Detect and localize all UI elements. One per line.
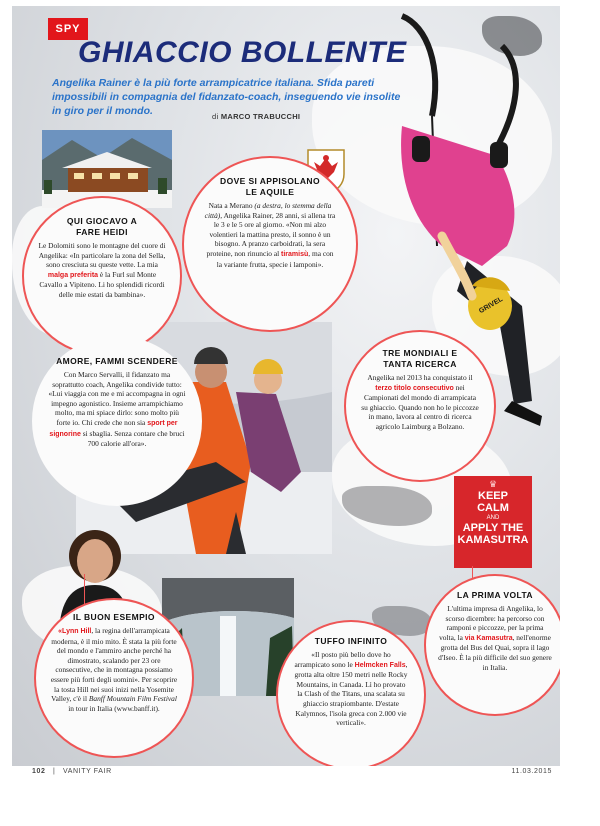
circle-body: L'ultima impresa di Angelika, lo scorso dicembre: ha percorso con ramponi e piccozze, per la prima volta, la via Kamasutra, nell'enorme grotta del Bus del Quai, sopra il lago d'Iseo. È la più difficile del suo genere in Italia. bbox=[438, 604, 552, 672]
circle-title: TUFFO INFINITO bbox=[314, 636, 388, 646]
byline-author: MARCO TRABUCCHI bbox=[220, 112, 301, 121]
info-circle-amore bbox=[32, 336, 202, 506]
info-circle-prima-volta bbox=[424, 574, 560, 716]
byline bbox=[212, 112, 300, 121]
circle-title: TRE MONDIALI E TANTA RICERCA bbox=[382, 348, 458, 369]
circle-body: «Il posto più bello dove ho arrampicato sono le Helmcken Falls, grotta alta oltre 150 metri nelle Rocky Mountains, in Canada. Lì ho provato la Clash of the Titans, una scalata su ghiaccio strapiombante. D'estate Kalymnos, l'isola greca con 2.000 vie verticali». bbox=[294, 650, 408, 728]
byline-prefix: di bbox=[212, 112, 219, 121]
helmet-brand: GRIVEL bbox=[477, 295, 505, 316]
circle-title: QUI GIOCAVO A FARE HEIDI bbox=[66, 216, 138, 237]
info-circle-mondiali bbox=[344, 330, 496, 482]
circle-title: LA PRIMA VOLTA bbox=[457, 590, 533, 600]
info-circle-buon-esempio bbox=[34, 598, 194, 758]
keep-calm-line2: CALM bbox=[477, 502, 509, 514]
headline: GHIACCIO BOLLENTE bbox=[78, 36, 407, 69]
circle-title: IL BUON ESEMPIO bbox=[73, 612, 155, 622]
circle-body: Le Dolomiti sono le montagne del cuore di Angelika: «In particolare la zona del Sella, sono cresciuta su queste vette. La mia malga preferita è la Furl sul Monte Cavallo a Vipiteno. Li ho splendidi ricordi delle mie estati da bambina». bbox=[38, 241, 166, 299]
footer-separator: | bbox=[53, 768, 56, 775]
info-circle-heidi bbox=[22, 196, 182, 356]
keep-calm-line4: APPLY THE bbox=[462, 522, 524, 534]
circle-body: Con Marco Servalli, il fidanzato ma soprattutto coach, Angelika condivide tutto: «Lui viaggia con me e mi accompagna in ogni impegno agonistico. Insieme arrampichiamo molto, ma mi spiace dirlo: sono molto più forte io. Chi crede che non sia sport per signorine si sbaglia. Senza contare che bruci 700 calorie all'ora». bbox=[48, 370, 186, 449]
info-circle-tuffo bbox=[276, 620, 426, 766]
keep-calm-line1: KEEP bbox=[478, 490, 508, 502]
subtitle: Angelika Rainer è la più forte arrampicatrice italiana. Sfida pareti impossibili in compagnia del fidanzato-coach, inseguendo vie insolite in giro per il mondo. bbox=[52, 77, 401, 117]
info-circle-aquile bbox=[182, 156, 358, 332]
circle-body: Angelika nel 2013 ha conquistato il terzo titolo consecutivo nei Campionati del mondo di arrampicata su ghiaccio. Quando non ho le piccozze in mano, lavora al centro di ricerca agricolo Laimburg a Bolzano. bbox=[361, 373, 479, 431]
keep-calm-poster bbox=[454, 476, 532, 568]
keep-calm-line5: KAMASUTRA bbox=[457, 534, 529, 546]
circle-title: AMORE, FAMMI SCENDERE bbox=[56, 356, 178, 366]
section-tag: SPY bbox=[48, 18, 88, 40]
circle-title: DOVE SI APPISOLANO LE AQUILE bbox=[220, 176, 320, 197]
keep-calm-line3: AND bbox=[486, 515, 500, 521]
leader-line bbox=[84, 574, 85, 604]
page-number: 102 bbox=[32, 768, 46, 775]
circle-body: Nata a Merano (a destra, lo stemma della città), Angelika Rainer, 28 anni, si allena tra le 3 e le 5 ore al giorno. «Non mi alzo volentieri la mattina presto, il sonno è un bisogno. A pranzo carboidrati, la sera proteine, non rinuncio al tiramisù, ma con la variante frutta, specie i lamponi». bbox=[204, 201, 336, 269]
page-footer bbox=[32, 768, 552, 775]
crown-icon: ♛ bbox=[488, 479, 498, 489]
magazine-name: VANITY FAIR bbox=[63, 768, 112, 775]
issue-date: 11.03.2015 bbox=[511, 768, 552, 775]
magazine-page bbox=[12, 6, 560, 766]
circle-body: «Lynn Hill, la regina dell'arrampicata moderna, è il mio mito. È stata la più forte del mondo e l'ammiro anche perché ha dimostrato, scalando per 23 ore consecutive, che in montagna possiamo essere più forti degli uomini». Per scoprire la tosta Hill nei suoi inizi nella Yosemite Valley, c'è il Banff Mountain Film Festival in tour in Italia (www.banff.it). bbox=[50, 626, 178, 713]
